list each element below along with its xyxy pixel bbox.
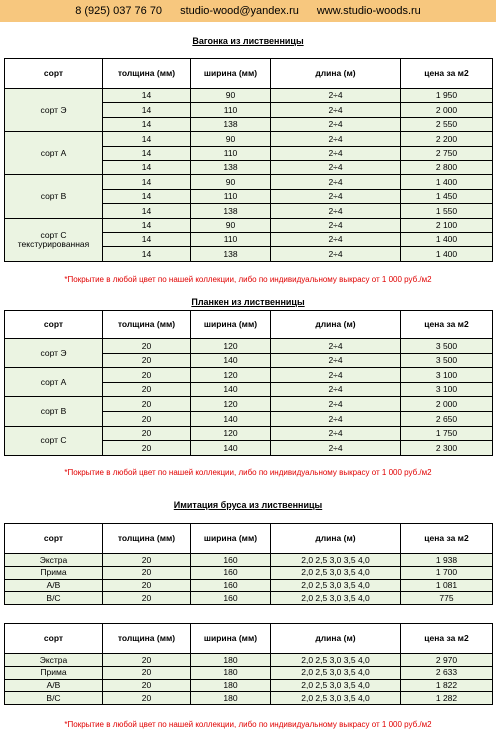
table-cell: 20 bbox=[103, 411, 191, 426]
phone-number: 8 (925) 037 76 70 bbox=[75, 5, 163, 17]
table-row bbox=[5, 368, 493, 383]
sort-cell: сорт Э bbox=[5, 339, 103, 368]
table-cell: 20 bbox=[103, 654, 191, 667]
sort-cell: сорт А bbox=[5, 368, 103, 397]
brus-note: *Покрытие в любой цвет по нашей коллекции, либо по индивидуальному выкрасу от 1 000 руб./м2 bbox=[64, 720, 432, 729]
table-cell: 120 bbox=[191, 368, 271, 383]
table-cell: 160 bbox=[191, 554, 271, 567]
table-cell: 14 bbox=[103, 103, 191, 117]
table-cell: 90 bbox=[191, 218, 271, 232]
table-cell: 180 bbox=[191, 666, 271, 679]
col-header-sort: сорт bbox=[5, 59, 103, 89]
table-cell: 160 bbox=[191, 592, 271, 605]
table-row bbox=[5, 89, 493, 103]
col-header-thickness: толщина (мм) bbox=[103, 524, 191, 554]
table-cell: 2,0 2,5 3,0 3,5 4,0 bbox=[271, 566, 401, 579]
table-cell: 180 bbox=[191, 679, 271, 692]
table-cell: 2÷4 bbox=[271, 175, 401, 189]
table-cell: 20 bbox=[103, 353, 191, 368]
table-cell: 20 bbox=[103, 382, 191, 397]
table-cell: 14 bbox=[103, 89, 191, 103]
table-cell: 14 bbox=[103, 218, 191, 232]
table-cell: 20 bbox=[103, 554, 191, 567]
table-cell: 90 bbox=[191, 89, 271, 103]
table-cell: 3 500 bbox=[401, 353, 493, 368]
table-cell: 120 bbox=[191, 397, 271, 412]
table-cell: 3 500 bbox=[401, 339, 493, 354]
table-row bbox=[5, 397, 493, 412]
planken-note: *Покрытие в любой цвет по нашей коллекции, либо по индивидуальному выкрасу от 1 000 руб./м2 bbox=[64, 468, 432, 477]
table-cell: 14 bbox=[103, 132, 191, 146]
col-header-price: цена за м2 bbox=[401, 59, 493, 89]
table-cell: 20 bbox=[103, 397, 191, 412]
col-header-thickness: толщина (мм) bbox=[103, 311, 191, 339]
sort-cell: сорт С bbox=[5, 426, 103, 455]
table-cell: 1 950 bbox=[401, 89, 493, 103]
table-cell: 140 bbox=[191, 382, 271, 397]
table-cell: 3 100 bbox=[401, 382, 493, 397]
table-cell: 2÷4 bbox=[271, 339, 401, 354]
table-cell: 2÷4 bbox=[271, 368, 401, 383]
table-cell: 2,0 2,5 3,0 3,5 4,0 bbox=[271, 679, 401, 692]
table-cell: Прима bbox=[5, 566, 103, 579]
table-cell: 14 bbox=[103, 175, 191, 189]
table-row bbox=[5, 339, 493, 354]
table-cell: 2 000 bbox=[401, 103, 493, 117]
table-cell: 2,0 2,5 3,0 3,5 4,0 bbox=[271, 592, 401, 605]
col-header-sort: сорт bbox=[5, 524, 103, 554]
table-cell: 3 100 bbox=[401, 368, 493, 383]
col-header-width: ширина (мм) bbox=[191, 624, 271, 654]
table-cell: 1 450 bbox=[401, 189, 493, 203]
table-cell: 1 282 bbox=[401, 692, 493, 705]
table-cell: 140 bbox=[191, 411, 271, 426]
table-cell: 2÷4 bbox=[271, 397, 401, 412]
table-cell: 2,0 2,5 3,0 3,5 4,0 bbox=[271, 554, 401, 567]
table-cell: 2÷4 bbox=[271, 411, 401, 426]
table-cell: 1 081 bbox=[401, 579, 493, 592]
table-cell: 2÷4 bbox=[271, 426, 401, 441]
table-cell: В/С bbox=[5, 692, 103, 705]
col-header-length: длина (м) bbox=[271, 59, 401, 89]
table-cell: 14 bbox=[103, 117, 191, 131]
table-cell: 2 633 bbox=[401, 666, 493, 679]
table-cell: 138 bbox=[191, 117, 271, 131]
col-header-thickness: толщина (мм) bbox=[103, 624, 191, 654]
table-cell: 20 bbox=[103, 426, 191, 441]
table-cell: 20 bbox=[103, 566, 191, 579]
table-cell: 90 bbox=[191, 175, 271, 189]
table-cell: 160 bbox=[191, 579, 271, 592]
table-cell: 1 550 bbox=[401, 204, 493, 218]
sort-cell: сорт Э bbox=[5, 89, 103, 132]
table-cell: 2÷4 bbox=[271, 382, 401, 397]
vagonka-title: Вагонка из лиственницы bbox=[192, 36, 304, 46]
table-cell: 2 200 bbox=[401, 132, 493, 146]
table-cell: 20 bbox=[103, 666, 191, 679]
table-cell: 110 bbox=[191, 189, 271, 203]
table-cell: 2÷4 bbox=[271, 189, 401, 203]
table-cell: Экстра bbox=[5, 554, 103, 567]
table-cell: 2÷4 bbox=[271, 103, 401, 117]
table-cell: 2÷4 bbox=[271, 160, 401, 174]
contact-header bbox=[0, 0, 496, 22]
table-row bbox=[5, 132, 493, 146]
col-header-thickness: толщина (мм) bbox=[103, 59, 191, 89]
table-cell: 2÷4 bbox=[271, 117, 401, 131]
col-header-length: длина (м) bbox=[271, 311, 401, 339]
col-header-price: цена за м2 bbox=[401, 624, 493, 654]
website-link[interactable]: www.studio-woods.ru bbox=[316, 5, 421, 17]
planken-title: Планкен из лиственницы bbox=[191, 297, 305, 307]
table-cell: В/С bbox=[5, 592, 103, 605]
table-cell: 120 bbox=[191, 339, 271, 354]
col-header-width: ширина (мм) bbox=[191, 524, 271, 554]
table-cell: 120 bbox=[191, 426, 271, 441]
table-cell: 160 bbox=[191, 566, 271, 579]
table-cell: 20 bbox=[103, 368, 191, 383]
table-cell: 2÷4 bbox=[271, 441, 401, 456]
col-header-length: длина (м) bbox=[271, 624, 401, 654]
table-cell: Прима bbox=[5, 666, 103, 679]
table-row bbox=[5, 218, 493, 232]
table-row bbox=[5, 175, 493, 189]
table-cell: 2,0 2,5 3,0 3,5 4,0 bbox=[271, 579, 401, 592]
table-cell: 2 100 bbox=[401, 218, 493, 232]
table-cell: 1 750 bbox=[401, 426, 493, 441]
table-cell: 1 400 bbox=[401, 175, 493, 189]
table-cell: 2÷4 bbox=[271, 89, 401, 103]
table-cell: 2 650 bbox=[401, 411, 493, 426]
table-row bbox=[5, 566, 493, 579]
table-cell: 20 bbox=[103, 692, 191, 705]
col-header-price: цена за м2 bbox=[401, 311, 493, 339]
col-header-price: цена за м2 bbox=[401, 524, 493, 554]
col-header-sort: сорт bbox=[5, 624, 103, 654]
table-cell: 90 bbox=[191, 132, 271, 146]
table-cell: 140 bbox=[191, 353, 271, 368]
sort-cell: сорт В bbox=[5, 397, 103, 426]
col-header-length: длина (м) bbox=[271, 524, 401, 554]
sort-cell: сорт В bbox=[5, 175, 103, 218]
table-cell: 1 938 bbox=[401, 554, 493, 567]
table-cell: 110 bbox=[191, 232, 271, 246]
vagonka-note: *Покрытие в любой цвет по нашей коллекции, либо по индивидуальному выкрасу от 1 000 руб./м2 bbox=[64, 275, 432, 284]
table-cell: 14 bbox=[103, 189, 191, 203]
table-cell: 14 bbox=[103, 146, 191, 160]
table-row bbox=[5, 654, 493, 667]
table-cell: 1 400 bbox=[401, 232, 493, 246]
table-cell: 20 bbox=[103, 679, 191, 692]
table-cell: 2÷4 bbox=[271, 353, 401, 368]
table-row bbox=[5, 666, 493, 679]
table-cell: 1 822 bbox=[401, 679, 493, 692]
table-cell: 2 800 bbox=[401, 160, 493, 174]
table-row bbox=[5, 592, 493, 605]
table-cell: 20 bbox=[103, 579, 191, 592]
table-cell: 138 bbox=[191, 247, 271, 261]
vagonka-table bbox=[4, 58, 493, 262]
table-cell: 2 000 bbox=[401, 397, 493, 412]
table-cell: 2,0 2,5 3,0 3,5 4,0 bbox=[271, 666, 401, 679]
table-cell: 2 550 bbox=[401, 117, 493, 131]
table-cell: 20 bbox=[103, 441, 191, 456]
table-cell: 20 bbox=[103, 592, 191, 605]
table-cell: 2÷4 bbox=[271, 204, 401, 218]
table-row bbox=[5, 579, 493, 592]
table-row bbox=[5, 692, 493, 705]
table-cell: 2,0 2,5 3,0 3,5 4,0 bbox=[271, 654, 401, 667]
brus-table-180 bbox=[4, 623, 493, 705]
table-cell: 775 bbox=[401, 592, 493, 605]
table-cell: 14 bbox=[103, 160, 191, 174]
table-cell: 20 bbox=[103, 339, 191, 354]
table-cell: 2 970 bbox=[401, 654, 493, 667]
table-cell: 2,0 2,5 3,0 3,5 4,0 bbox=[271, 692, 401, 705]
table-cell: 14 bbox=[103, 232, 191, 246]
table-cell: 138 bbox=[191, 160, 271, 174]
table-cell: 110 bbox=[191, 146, 271, 160]
table-cell: 110 bbox=[191, 103, 271, 117]
table-cell: 2÷4 bbox=[271, 247, 401, 261]
table-cell: 2÷4 bbox=[271, 232, 401, 246]
table-row bbox=[5, 679, 493, 692]
table-cell: 2 300 bbox=[401, 441, 493, 456]
table-cell: 2÷4 bbox=[271, 146, 401, 160]
email-address[interactable]: studio-wood@yandex.ru bbox=[180, 5, 299, 17]
col-header-width: ширина (мм) bbox=[191, 59, 271, 89]
brus-table-160 bbox=[4, 523, 493, 605]
table-cell: 14 bbox=[103, 247, 191, 261]
table-cell: Экстра bbox=[5, 654, 103, 667]
table-cell: А/В bbox=[5, 579, 103, 592]
table-cell: 138 bbox=[191, 204, 271, 218]
table-cell: 1 700 bbox=[401, 566, 493, 579]
table-row bbox=[5, 426, 493, 441]
table-cell: 180 bbox=[191, 692, 271, 705]
table-cell: 1 400 bbox=[401, 247, 493, 261]
table-cell: 140 bbox=[191, 441, 271, 456]
table-cell: 2÷4 bbox=[271, 218, 401, 232]
table-cell: 14 bbox=[103, 204, 191, 218]
col-header-sort: сорт bbox=[5, 311, 103, 339]
planken-table bbox=[4, 310, 493, 456]
table-cell: А/В bbox=[5, 679, 103, 692]
table-row bbox=[5, 554, 493, 567]
table-cell: 180 bbox=[191, 654, 271, 667]
sort-cell: сорт А bbox=[5, 132, 103, 175]
table-cell: 2 750 bbox=[401, 146, 493, 160]
brus-title: Имитация бруса из лиственницы bbox=[173, 500, 323, 510]
sort-cell: сорт С текстурированная bbox=[5, 218, 103, 261]
table-cell: 2÷4 bbox=[271, 132, 401, 146]
col-header-width: ширина (мм) bbox=[191, 311, 271, 339]
